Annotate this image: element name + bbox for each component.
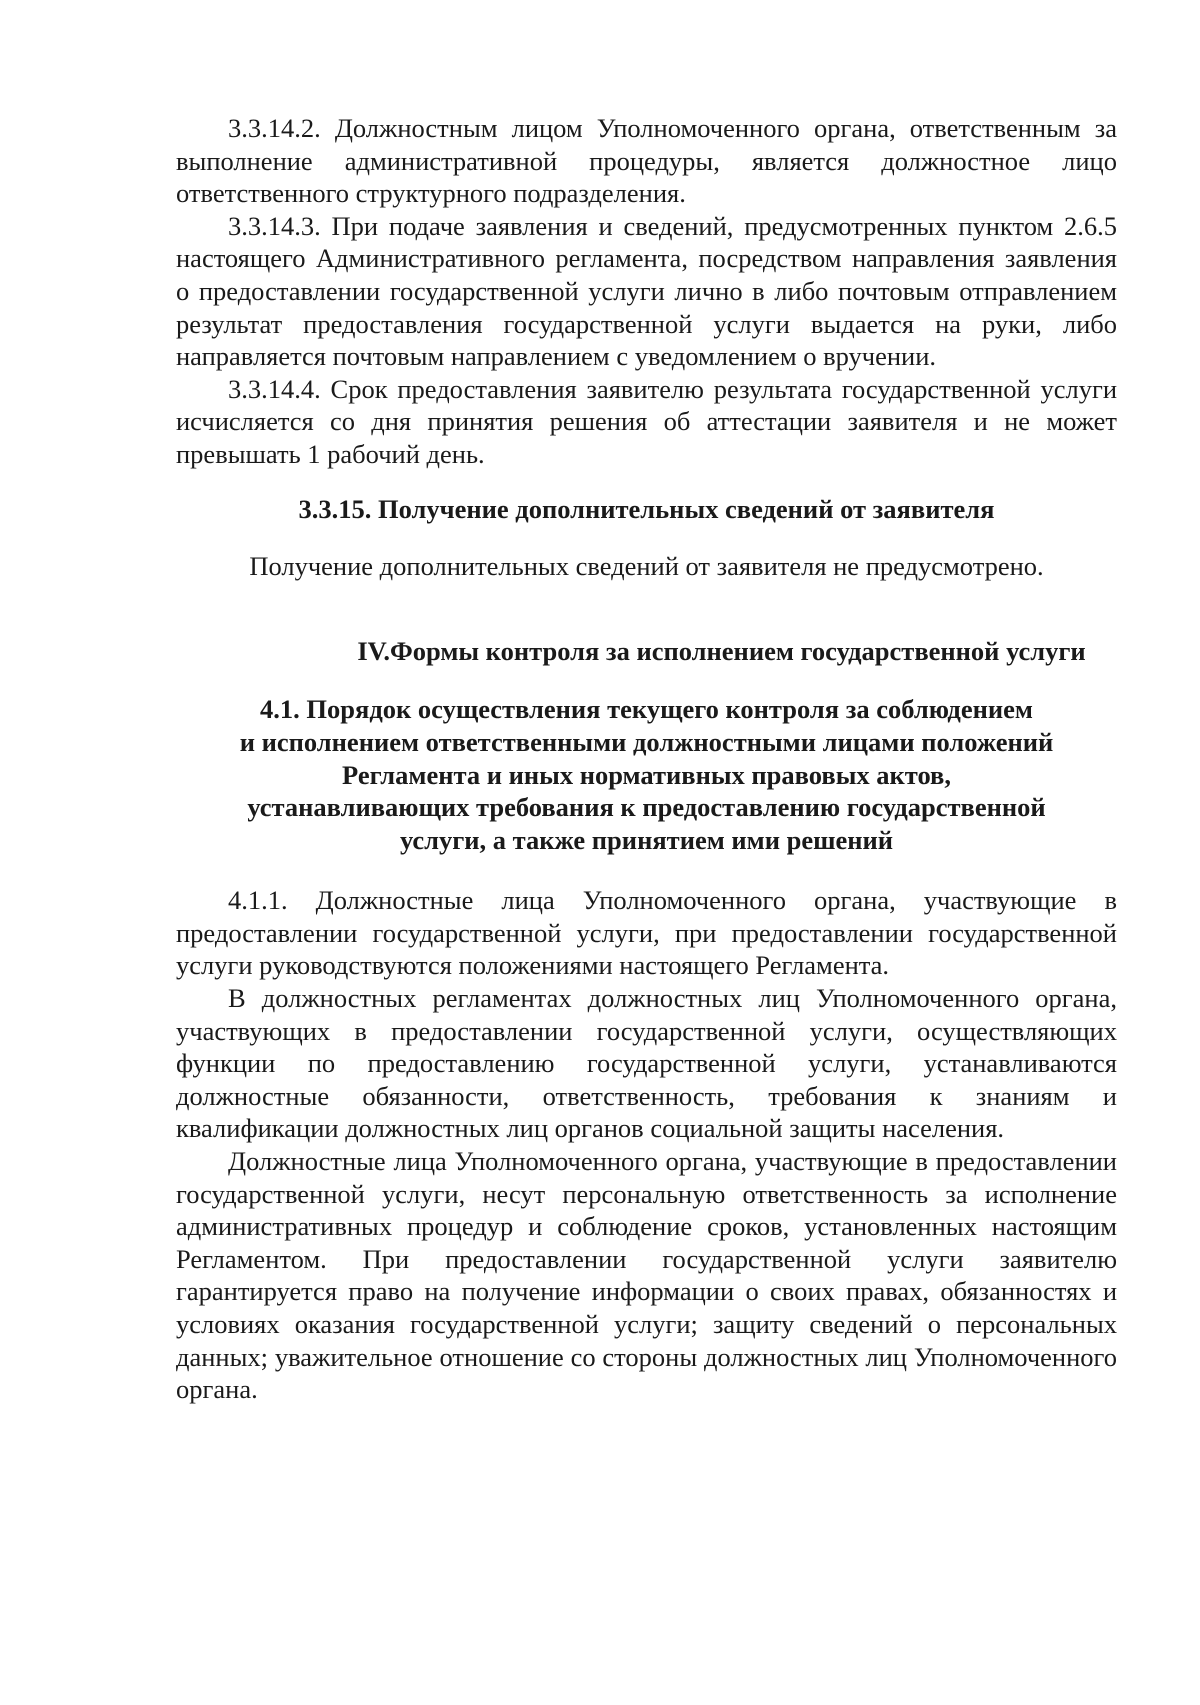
heading-chapter-4: IV.Формы контроля за исполнением государственной услуги [357, 635, 1086, 666]
paragraph-3-3-14-4: 3.3.14.4. Срок предоставления заявителю результата государственной услуги исчисляется со дня принятия решения об аттестации заявителя и не может превышать 1 рабочий день. [176, 373, 1117, 469]
paragraph-4-1-1-responsibility: Должностные лица Уполномоченного органа, участвующие в предоставлении государственной услуги, несут персональную ответственность за исполнение административных процедур и соблюдение сроков, установленных настоящим Регламентом. При предоставлении государственной услуги заявителю гарантируется право на получение информации о своих правах, обязанностях и условиях оказания государственной услуги; защиту сведений о персональных данных; уважительное отношение со стороны должностных лиц Уполномоченного органа. [176, 1146, 1117, 1405]
heading-4-1-line-1: 4.1. Порядок осуществления текущего контроля за соблюдением [260, 694, 1033, 725]
heading-4-1-line-2: и исполнением ответственными должностными лицами положений [239, 726, 1054, 757]
paragraph-4-1-1: 4.1.1. Должностные лица Уполномоченного органа, участвующие в предоставлении государственной услуги, при предоставлении государственной услуги руководствуются положениями настоящего Регламента. [176, 885, 1117, 981]
heading-4-1-line-5: услуги, а также принятием ими решений [399, 824, 894, 855]
paragraph-3-3-14-3: 3.3.14.3. При подаче заявления и сведений, предусмотренных пунктом 2.6.5 настоящего Административного регламента, посредством направления заявления о предоставлении государственной услуги лично в либо почтовым отправлением результат предоставления государственной услуги выдается на руки, либо направляется почтовым направлением с уведомлением о вручении. [176, 210, 1117, 372]
heading-4-1-line-4: устанавливающих требования к предоставлению государственной [247, 792, 1046, 823]
heading-4-1 [176, 693, 1117, 856]
heading-3-3-15: 3.3.15. Получение дополнительных сведений от заявителя [298, 493, 995, 524]
heading-4-1-line-3: Регламента и иных нормативных правовых актов, [342, 759, 951, 790]
paragraph-3-3-15-text: Получение дополнительных сведений от заявителя не предусмотрено. [249, 551, 1044, 582]
paragraph-4-1-1-regulations: В должностных регламентах должностных лиц Уполномоченного органа, участвующих в предоставлении государственной услуги, осуществляющих функции по предоставлению государственной услуги, устанавливаются должностные обязанности, ответственность, требования к знаниям и квалификации должностных лиц органов социальной защиты населения. [176, 983, 1117, 1144]
paragraph-3-3-14-2: 3.3.14.2. Должностным лицом Уполномоченного органа, ответственным за выполнение административной процедуры, является должностное лицо ответственного структурного подразделения. [176, 113, 1117, 209]
document-page [176, 112, 1117, 1406]
